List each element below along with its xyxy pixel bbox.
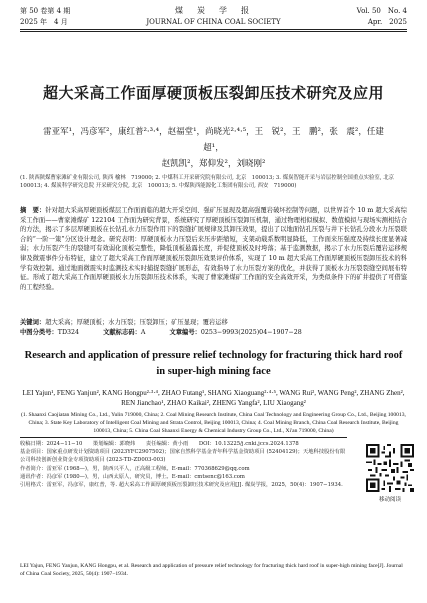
abstract-cn: [20, 206, 407, 292]
doc-code-value: A: [140, 329, 146, 336]
abstract-text-2: 通过地面微震实时监测技术实时捕捉裂缝扩展形态，有效指导了水力压裂方案的优化，并获得了顶板水力压裂裂缝空间展布特征。形成了超大采高工作面厚硬顶板水力压裂卸压技术体系，实现了曹家滩煤矿工作面的安全高效开采，为类似条件下的矿井提供了可借鉴的工程经验。: [20, 264, 408, 291]
footnote-author: 作者简介：雷亚军 (1968—)，男，陕西兴平人，正高级工程师。E-mail：770368629@qq.com: [20, 465, 250, 472]
footnote-received: 收稿日期：2024−11−10 策划编辑：郭晓炜 责任编辑：黄小雨 DOI：10.13225/j.cnki.jccs.2024.1378: [20, 441, 299, 447]
author-line: 赵凯凯²，郑仰发²，刘晓刚²: [161, 159, 266, 169]
paper-title-cn: 超大采高工作面厚硬顶板压裂卸压技术研究及应用: [42, 84, 384, 102]
volume-cn: 第 50 卷第 4 期: [20, 7, 71, 15]
affiliation-cn: (1. 陕西陕煤曹家滩矿业有限公司, 陕西 榆林 719000; 2. 中煤科工开采研究院有限公司, 北京 100013; 3. 煤炭智能开采与岩层控制全国重点实验室, 北京 100013; 4. 煤炭科学研究总院 开采研究分院, 北京 100013; 5. 中煤陕西能源化工集团有限公司, 西安 719000): [20, 175, 400, 190]
footnote-citation-cn: 引用格式：雷亚军，冯彦军，康红普，等. 超大采高工作面厚硬顶板压裂卸压技术研究及应用[J]. 煤炭学报，2025，50(4)：1907−1934.: [20, 482, 343, 489]
clc-label: 中图分类号：: [20, 329, 58, 336]
clc-value: TD324: [57, 329, 80, 336]
classification-line: [20, 328, 407, 338]
qr-code-icon[interactable]: [366, 444, 414, 492]
journal-name-en: JOURNAL OF CHINA COAL SOCIETY: [146, 18, 281, 26]
author-line: 雷亚军¹，冯彦军²，康红普²·³·⁴，赵福堂¹，尚晓光²·⁴·⁵，王 锐²，王 鹏²，张 震²，任建超¹，: [43, 127, 384, 153]
footnotes: [20, 440, 350, 489]
footnote-rule: [20, 437, 347, 438]
affiliation-en: (1. Shaanxi Caojiatan Mining Co., Ltd., Yulin 719000, China; 2. Coal Mining Research Institute, China Coal Technology and Engineering Group Co., Ltd., Beijing 100013, China; 3. State Key Laboratory of Intelligent Coal Mining and Strata Control, Beijing 100013, China; 4. Coal Mining Branch, China Coal Research Institute, Beijing 100013, China; 5. China Coal Shaanxi Energy & Chemical Industry Group Co., Ltd., Xi'an 719000, China): [21, 412, 406, 434]
article-number-label: 文章编号：: [169, 329, 201, 336]
header-rule: [20, 29, 407, 30]
qr-caption: 移动阅读: [378, 497, 401, 503]
volume-en: Vol. 50 No. 4: [356, 7, 407, 15]
author-list-cn: [40, 124, 387, 172]
author-list-en: LEI Yajun¹, FENG Yanjun², KANG Hongpu²·³·⁴, ZHAO Futang¹, SHANG Xiaoguang²·⁴·⁵, WANG Rui², WANG Peng², ZHANG Zhen², REN Jianchao¹, ZHAO Kaikai², ZHENG Yangfa², LIU Xiaogang²: [22, 389, 405, 407]
date-cn: 2025 年 4 月: [20, 18, 68, 26]
article-number-value: 0253−9993(2025)04−1907−28: [200, 329, 302, 336]
footnote-citation-en: LEI Yajun, FENG Yanjun, KANG Hongpu, et al. Research and application of pressure relief technology for fracturing thick hard roof in super-high mining face[J]. Journal of China Coal Society, 2025, 50(4): 1907−1934.: [20, 563, 403, 578]
header-rule-thin: [20, 31, 407, 32]
footnote-corresponding: 通讯作者：冯彦军 (1980—)，男，山西太原人，研究员，博士。E-mail：cmtsenc@163.com: [20, 473, 245, 480]
keywords-cn: [20, 318, 407, 328]
keywords-text: 超大采高；厚硬顶板；水力压裂；压裂卸压；矿压显现；覆岩运移: [45, 319, 228, 326]
abstract-text: 针对超大采高厚硬顶板煤层工作面面临的超大开采空间、强矿压显现及超高强覆岩破坏控制等问题，以世界首个 10 m 超大采高综采工作面——曹家滩煤矿 122104 工作面为研究背景，系统研究了厚硬顶板压裂卸压机制，通过物理相似模拟、数值模拟与现场实测相结合的方法，揭示了多层厚硬顶板在长钻孔水力压裂作用下的裂缝扩展规律及其卸压效果，提出了以地面钻孔压裂与井下长钻孔分段水力压裂联合的“一阶一策”分区设计理念。研究表明：厚硬顶板水力压裂后来压步距缩短，支架动载系数明显降低，工作面来压强度及持续长度显著减弱；水力压裂产生的裂缝可有效弱化顶板完整性，降低顶板悬露长度，并促使顶板及时垮落；基于监测数据，揭示了水力压裂后覆岩运移规律及微震事件分布特征，建立了超大采高工作面厚硬顶板压裂卸压效果评价体系，实现了 10 m 超大采高工作面厚硬顶板压裂卸压技术的科学有效控制。: [20, 207, 407, 272]
footnote-funding: 基金项目：国家重点研发计划资助项目 (2023YFC2907502)；国家自然科学基金青年科学基金资助项目 (52404129)；天地科技股份有限公司科技创新创业资金专项资助项目 (2023-TD-ZD003-003): [20, 449, 346, 464]
doc-code-label: 文献标志码：: [103, 329, 141, 336]
abstract-label: 摘 要：: [20, 207, 46, 214]
paper-title-en: Research and application of pressure relief technology for fracturing thick hard roof in super-high mining face: [24, 350, 403, 377]
keywords-label: 关键词：: [20, 319, 46, 326]
date-en: Apr. 2025: [367, 18, 407, 26]
journal-name-cn: 煤 炭 学 报: [175, 6, 252, 15]
